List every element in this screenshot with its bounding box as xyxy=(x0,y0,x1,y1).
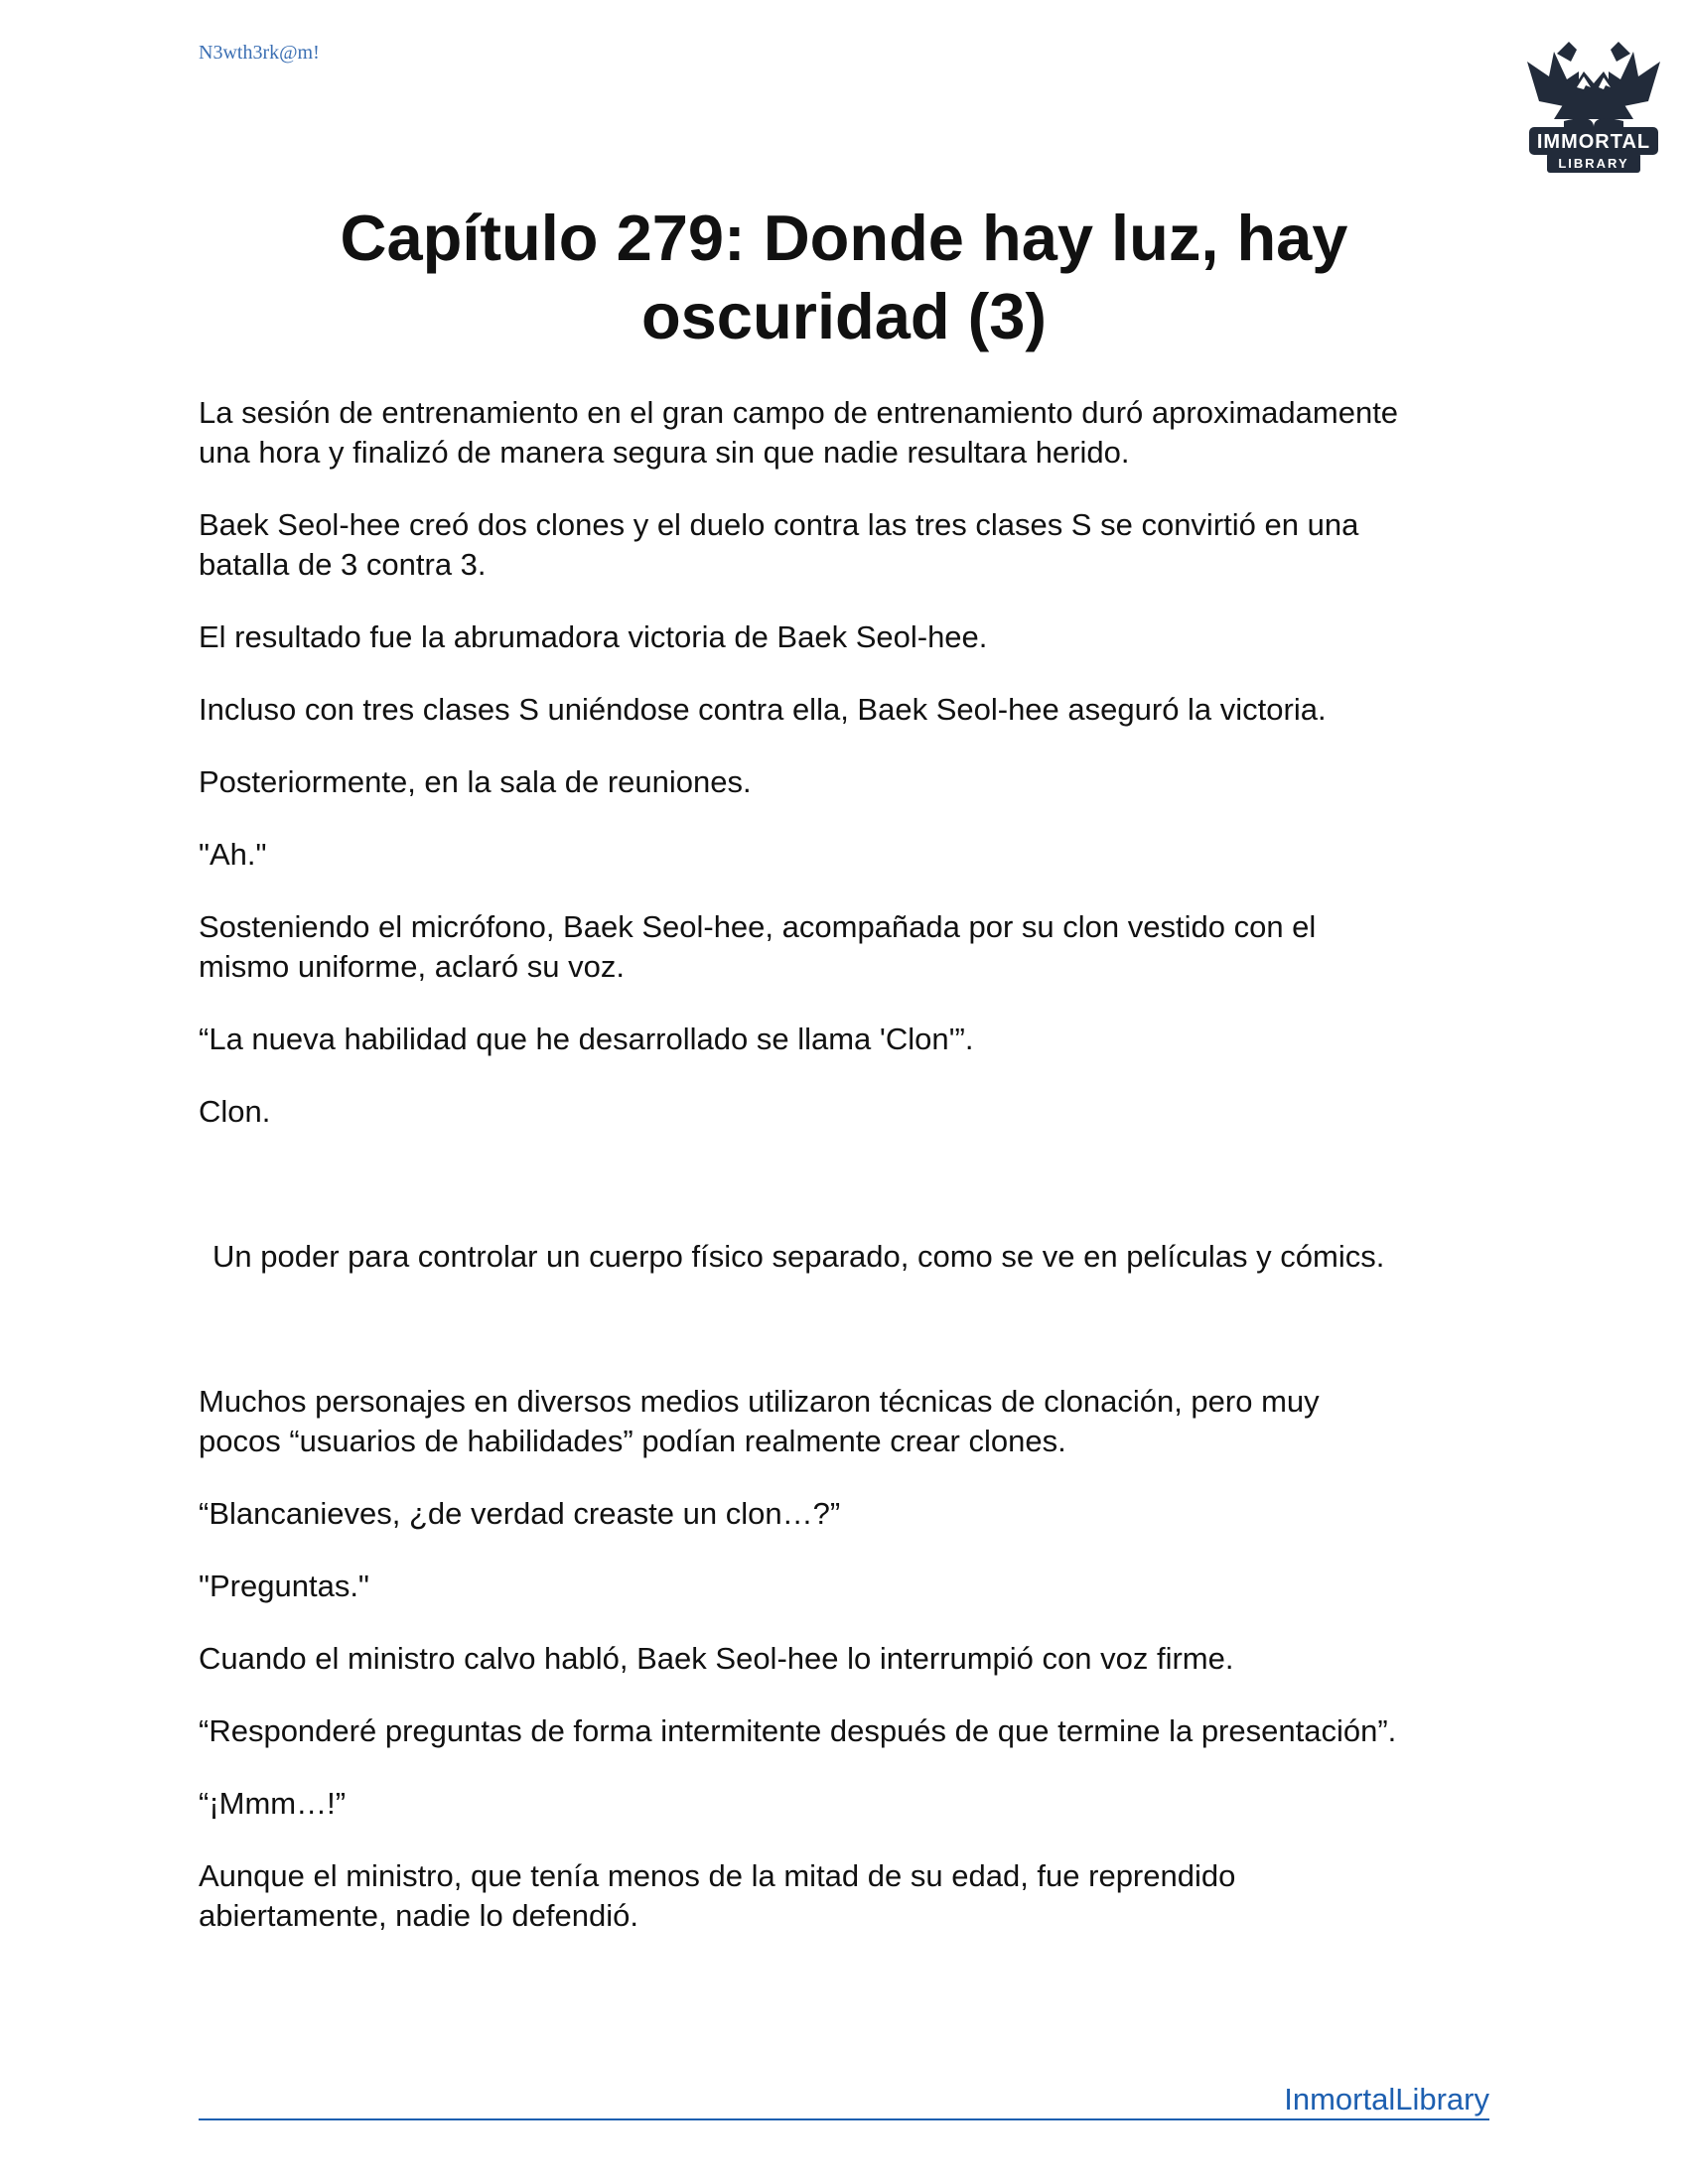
paragraph-line: abiertamente, nadie lo defendió. xyxy=(199,1898,638,1933)
paragraph xyxy=(199,1856,1509,1936)
paragraph-line: "Ah." xyxy=(199,837,267,872)
paragraph-line: una hora y finalizó de manera segura sin que nadie resultara herido. xyxy=(199,435,1130,470)
paragraph xyxy=(199,617,1509,657)
chapter-title-line-1: Capítulo 279: Donde hay luz, hay xyxy=(340,202,1348,274)
logo-text-immortal: IMMORTAL xyxy=(1536,131,1651,153)
paragraph-line: pocos “usuarios de habilidades” podían realmente crear clones. xyxy=(199,1424,1066,1458)
paragraph xyxy=(199,907,1509,987)
paragraph-line: La sesión de entrenamiento en el gran campo de entrenamiento duró aproximadamente xyxy=(199,395,1399,430)
paragraph-line: “Blancanieves, ¿de verdad creaste un clon…?” xyxy=(199,1496,841,1531)
paragraph-line: Incluso con tres clases S uniéndose contra ella, Baek Seol-hee aseguró la victoria. xyxy=(199,692,1327,727)
paragraph xyxy=(199,1494,1509,1534)
paragraph xyxy=(199,1020,1509,1059)
header-watermark: N3wth3rk@m! xyxy=(199,42,320,64)
dragon-mountain-crest-icon xyxy=(1527,42,1660,173)
paragraph-line: “¡Mmm…!” xyxy=(199,1786,347,1821)
paragraph-line: Baek Seol-hee creó dos clones y el duelo contra las tres clases S se convirtió en una xyxy=(199,507,1359,542)
paragraph xyxy=(199,835,1509,875)
paragraph-line: "Preguntas." xyxy=(199,1569,369,1603)
immortal-library-logo xyxy=(1519,32,1668,179)
paragraph xyxy=(199,393,1509,473)
paragraph-line: Aunque el ministro, que tenía menos de la mitad de su edad, fue reprendido xyxy=(199,1858,1236,1893)
paragraph-line: Sosteniendo el micrófono, Baek Seol-hee, acompañada por su clon vestido con el xyxy=(199,909,1317,944)
chapter-title xyxy=(199,199,1489,355)
paragraph xyxy=(199,505,1509,585)
paragraph xyxy=(199,1711,1509,1751)
paragraph xyxy=(199,1784,1509,1824)
paragraph-line: Cuando el ministro calvo habló, Baek Seol-hee lo interrumpió con voz firme. xyxy=(199,1641,1234,1676)
footer-rule xyxy=(199,2118,1489,2120)
paragraph-line: Muchos personajes en diversos medios utilizaron técnicas de clonación, pero muy xyxy=(199,1384,1320,1419)
paragraph xyxy=(199,762,1509,802)
paragraph-line: El resultado fue la abrumadora victoria de Baek Seol-hee. xyxy=(199,619,988,654)
paragraph xyxy=(199,1092,1509,1132)
paragraph xyxy=(212,1237,1523,1277)
logo-text-library: LIBRARY xyxy=(1558,156,1629,171)
paragraph-line: Un poder para controlar un cuerpo físico separado, como se ve en películas y cómics. xyxy=(212,1239,1385,1274)
paragraph-line: mismo uniforme, aclaró su voz. xyxy=(199,949,625,984)
paragraph-line: Posteriormente, en la sala de reuniones. xyxy=(199,764,752,799)
paragraph-line: batalla de 3 contra 3. xyxy=(199,547,487,582)
paragraph xyxy=(199,1382,1509,1461)
footer-library-link[interactable]: InmortalLibrary xyxy=(1284,2082,1489,2116)
paragraph-line: “La nueva habilidad que he desarrollado se llama 'Clon'”. xyxy=(199,1022,974,1056)
paragraph xyxy=(199,1639,1509,1679)
paragraph-line: “Responderé preguntas de forma intermitente después de que termine la presentación”. xyxy=(199,1713,1397,1748)
paragraph xyxy=(199,690,1509,730)
paragraph-line: Clon. xyxy=(199,1094,271,1129)
chapter-title-line-2: oscuridad (3) xyxy=(640,280,1048,352)
paragraph xyxy=(199,1567,1509,1606)
